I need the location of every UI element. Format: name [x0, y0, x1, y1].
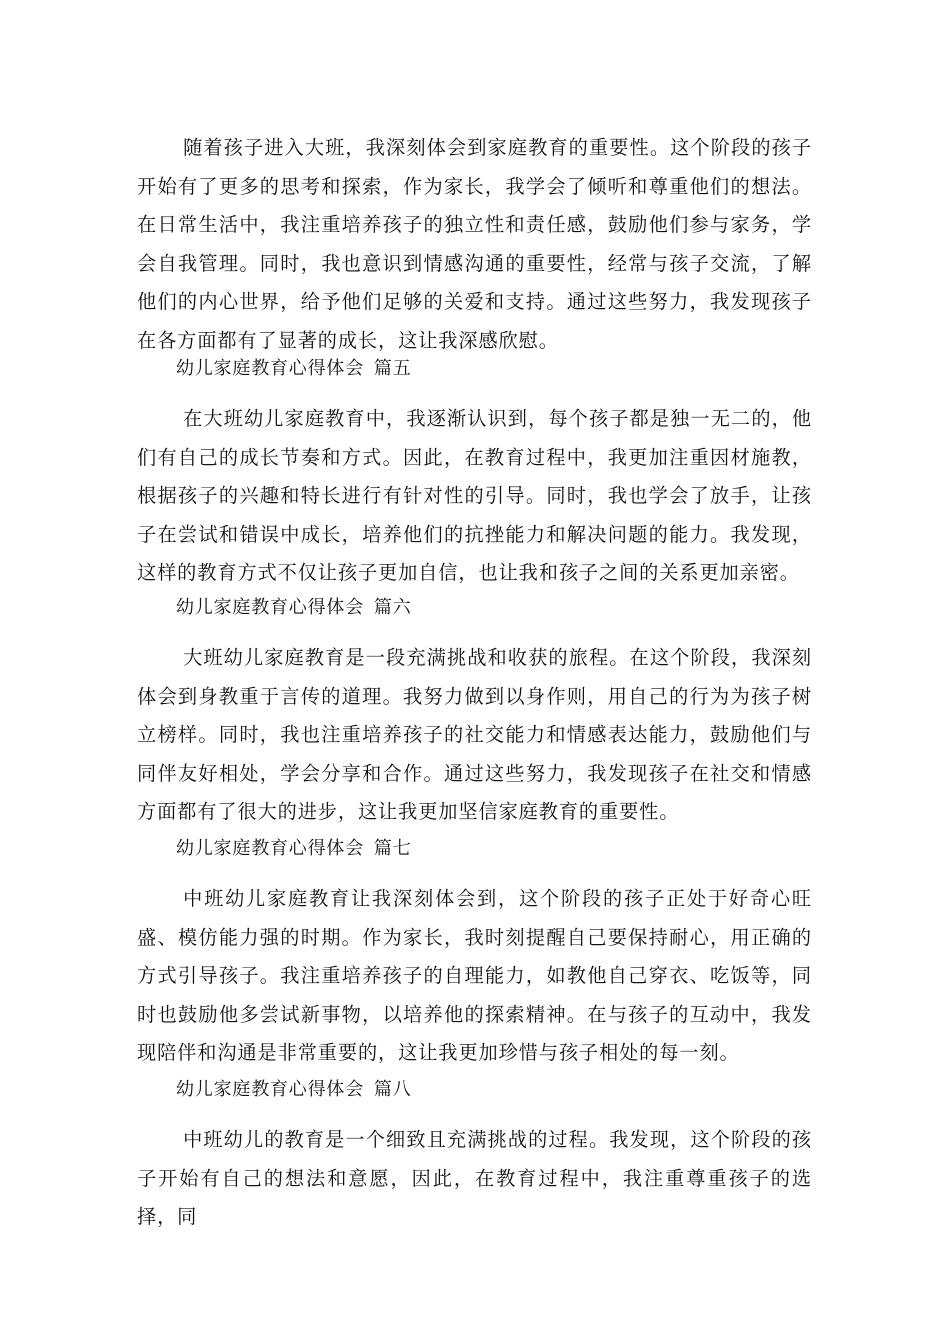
section-heading	[176, 357, 412, 381]
body-paragraph: 大班幼儿家庭教育是一段充满挑战和收获的旅程。在这个阶段，我深刻体会到身教重于言传的道理。我努力做到以身作则，用自己的行为为孩子树立榜样。同时，我也注重培养孩子的社交能力和情感表达能力，鼓励他们与同伴友好相处，学会分享和合作。通过这些努力，我发现孩子在社交和情感方面都有了很大的进步，这让我更加坚信家庭教育的重要性。	[137, 646, 812, 823]
section-heading-title: 幼儿家庭教育心得体会	[176, 838, 364, 859]
section-heading-title: 幼儿家庭教育心得体会	[176, 1079, 364, 1100]
section-heading-number: 篇六	[373, 597, 412, 618]
section-heading	[176, 1078, 412, 1102]
body-paragraph: 中班幼儿的教育是一个细致且充满挑战的过程。我发现，这个阶段的孩子开始有自己的想法和意愿，因此，在教育过程中，我注重尊重孩子的选择，同	[137, 1128, 812, 1228]
section-heading-number: 篇八	[373, 1079, 412, 1100]
body-paragraph: 在大班幼儿家庭教育中，我逐渐认识到，每个孩子都是独一无二的，他们有自己的成长节奏和方式。因此，在教育过程中，我更加注重因材施教，根据孩子的兴趣和特长进行有针对性的引导。同时，我也学会了放手，让孩子在尝试和错误中成长，培养他们的抗挫能力和解决问题的能力。我发现，这样的教育方式不仅让孩子更加自信，也让我和孩子之间的关系更加亲密。	[137, 407, 812, 584]
section-heading	[176, 837, 412, 861]
section-heading-number: 篇七	[373, 838, 412, 859]
section-heading	[176, 596, 412, 620]
section-heading-title: 幼儿家庭教育心得体会	[176, 358, 364, 379]
body-paragraph: 中班幼儿家庭教育让我深刻体会到，这个阶段的孩子正处于好奇心旺盛、模仿能力强的时期。作为家长，我时刻提醒自己要保持耐心，用正确的方式引导孩子。我注重培养孩子的自理能力，如教他自己穿衣、吃饭等，同时也鼓励他多尝试新事物，以培养他的探索精神。在与孩子的互动中，我发现陪伴和沟通是非常重要的，这让我更加珍惜与孩子相处的每一刻。	[137, 887, 812, 1064]
section-heading-title: 幼儿家庭教育心得体会	[176, 597, 364, 618]
body-paragraph: 随着孩子进入大班，我深刻体会到家庭教育的重要性。这个阶段的孩子开始有了更多的思考和探索，作为家长，我学会了倾听和尊重他们的想法。在日常生活中，我注重培养孩子的独立性和责任感，鼓励他们参与家务，学会自我管理。同时，我也意识到情感沟通的重要性，经常与孩子交流，了解他们的内心世界，给予他们足够的关爱和支持。通过这些努力，我发现孩子在各方面都有了显著的成长，这让我深感欣慰。	[137, 136, 812, 352]
section-heading-number: 篇五	[373, 358, 412, 379]
